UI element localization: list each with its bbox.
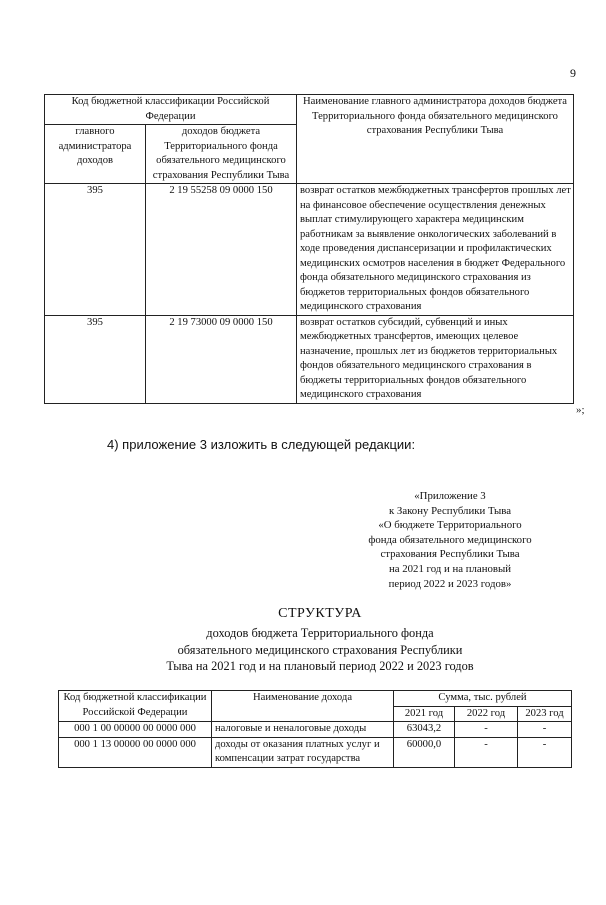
income-structure-table (58, 690, 572, 768)
subtitle-line: доходов бюджета Территориального фонда (206, 626, 434, 640)
appendix-note (340, 489, 560, 591)
subtitle-line: Тыва на 2021 год и на плановый период 2022 и 2023 годов (166, 659, 474, 673)
row-value-2021: 63043,2 (394, 722, 455, 738)
header-sum: Сумма, тыс. рублей (394, 691, 572, 707)
table-row (59, 737, 572, 767)
row-name: возврат остатков межбюджетных трансфертов прошлых лет на финансовое обеспечение осуществления денежных выплат стимулирующего характера медицинским работникам за выявление онкологических заболеваний в ходе проведения диспансеризации и профилактических медицинских осмотров населения в бюджет Федерального фонда обязательного медицинского страхования из бюджетов территориальных фондов обязательного медицинского страхования (297, 184, 574, 316)
appendix-line: к Закону Республики Тыва (388, 504, 512, 517)
header-year-2021: 2021 год (394, 706, 455, 722)
row-admin-code: 395 (45, 184, 146, 316)
header-admin-name: Наименование главного администратора доходов бюджета Территориального фонда обязательного медицинского страхования Республики Тыва (297, 95, 574, 184)
header-year-2022: 2022 год (455, 706, 518, 722)
appendix-line: «Приложение 3 (414, 490, 486, 502)
table-row (45, 315, 574, 403)
row-code: 000 1 00 00000 00 0000 000 (59, 722, 212, 738)
appendix-line: на 2021 год и на плановый (388, 562, 511, 575)
appendix-line: период 2022 и 2023 годов» (388, 577, 512, 590)
structure-title: СТРУКТУРА (278, 606, 362, 621)
row-income-code: 2 19 55258 09 0000 150 (146, 184, 297, 316)
header-code: Код бюджетной классификации Российской Федерации (59, 691, 212, 722)
table-header-row (45, 95, 574, 125)
subheader-admin: главного администратора доходов (45, 125, 146, 184)
appendix-line: «О бюджете Территориального (378, 519, 522, 532)
row-code: 000 1 13 00000 00 0000 000 (59, 737, 212, 767)
table-row (59, 722, 572, 738)
row-admin-code: 395 (45, 315, 146, 403)
table-header-row (59, 691, 572, 707)
header-income-name: Наименование дохода (212, 691, 394, 722)
row-value-2023: - (518, 722, 572, 738)
row-name: доходы от оказания платных услуг и компенсации затрат государства (212, 737, 394, 767)
page-number: 9 (570, 66, 576, 80)
subheader-income: доходов бюджета Территориального фонда обязательного медицинского страхования Республики Тыва (146, 125, 297, 184)
row-value-2023: - (518, 737, 572, 767)
appendix-line: страхования Республики Тыва (380, 548, 520, 561)
row-name: возврат остатков субсидий, субвенций и иных межбюджетных трансфертов, имеющих целевое назначение, прошлых лет из бюджетов территориальных фондов обязательного медицинского страхования в бюджеты территориальных фондов обязательного медицинского страхования (297, 315, 574, 403)
header-year-2023: 2023 год (518, 706, 572, 722)
closing-quote: »; (576, 404, 585, 416)
row-value-2021: 60000,0 (394, 737, 455, 767)
table-row (45, 184, 574, 316)
row-value-2022: - (455, 737, 518, 767)
structure-subtitle (70, 625, 570, 675)
amendment-paragraph: 4) приложение 3 изложить в следующей редакции: (107, 437, 416, 452)
row-name: налоговые и неналоговые доходы (212, 722, 394, 738)
header-code: Код бюджетной классификации Российской Федерации (45, 95, 297, 125)
appendix-line: фонда обязательного медицинского (368, 533, 532, 546)
budget-admin-table (44, 94, 574, 404)
subtitle-line: обязательного медицинского страхования Республики (177, 642, 463, 657)
row-income-code: 2 19 73000 09 0000 150 (146, 315, 297, 403)
row-value-2022: - (455, 722, 518, 738)
